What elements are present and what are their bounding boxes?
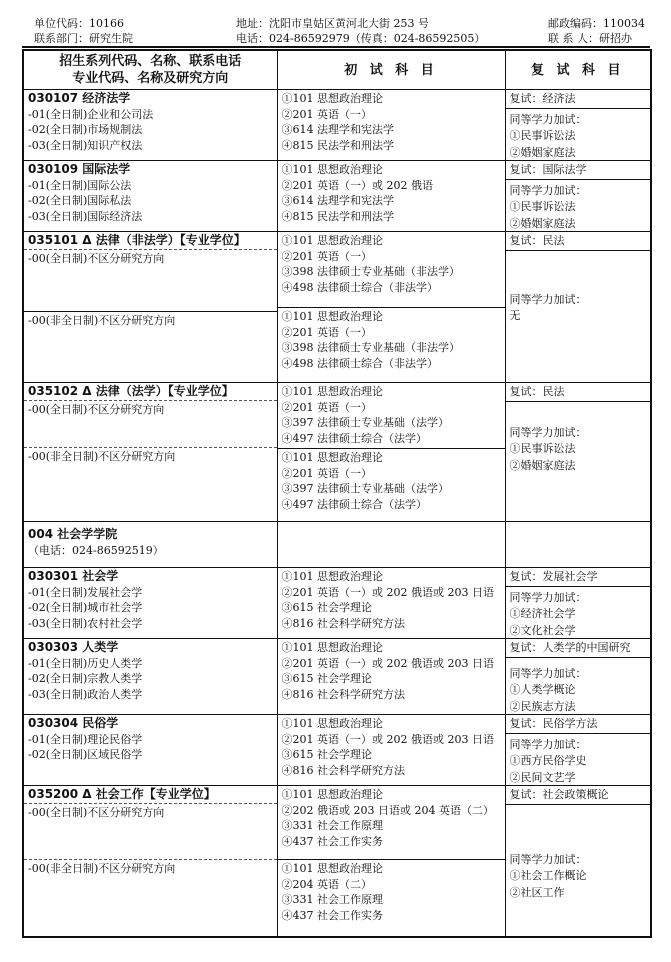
- exam-cell: [277, 715, 505, 786]
- extra-test-label: 同等学力加试：: [509, 292, 587, 306]
- extra-test-subject: ①社会工作概论: [509, 869, 587, 882]
- major-name: 030109 国际法学: [28, 162, 131, 176]
- contact-department: 联系部门：研究生院: [34, 32, 133, 45]
- exam-subject: ③615 社会学理论: [281, 601, 372, 614]
- major-cell: [23, 786, 277, 938]
- school-name: 004 社会学学院: [28, 527, 118, 541]
- exam-subject: ④498 法律硕士综合（非法学）: [281, 356, 438, 370]
- extra-test-subject: ②民间文艺学: [509, 770, 576, 784]
- exam-subject: ③615 社会学理论: [281, 672, 372, 685]
- school-phone: （电话：024-86592519）: [28, 543, 164, 557]
- extra-test-subject: ②婚姻家庭法: [509, 216, 576, 230]
- exam-cell: [277, 90, 505, 161]
- major-cell: [23, 90, 277, 161]
- retest-subject: 复试：经济法: [506, 90, 651, 109]
- exam-subject: ④437 社会工作实务: [281, 908, 383, 922]
- retest-cell: [505, 568, 651, 639]
- exam-cell: [277, 639, 505, 715]
- page-header: [0, 0, 671, 46]
- extra-test-subject: ①经济社会学: [509, 607, 576, 620]
- research-direction: -02(全日制)国际私法: [28, 194, 132, 207]
- research-direction: -01(全日制)历史人类学: [28, 656, 143, 670]
- research-direction: -02(全日制)区域民俗学: [28, 748, 143, 761]
- extra-test-label: 同等学力加试：: [509, 666, 587, 680]
- major-cell: [23, 161, 277, 232]
- research-direction: -03(全日制)国际经济法: [28, 209, 143, 223]
- retest-cell: [505, 639, 651, 715]
- retest-cell: [505, 161, 651, 232]
- exam-subject: ①101 思想政治理论: [281, 163, 383, 176]
- exam-subject: ②201 英语（一）: [281, 466, 372, 480]
- research-direction: -03(全日制)农村社会学: [28, 616, 143, 630]
- exam-subject: ①101 思想政治理论: [281, 310, 383, 323]
- exam-subject: ③614 法理学和宪法学: [281, 123, 394, 136]
- school-row: [23, 522, 651, 568]
- exam-subject: ④497 法律硕士综合（法学）: [281, 431, 427, 445]
- exam-subject: ④815 民法学和刑法学: [281, 138, 394, 152]
- exam-subject: ④497 法律硕士综合（法学）: [281, 497, 427, 511]
- exam-subject: ④815 民法学和刑法学: [281, 209, 394, 223]
- extra-test-subject: ②文化社会学: [509, 623, 576, 637]
- table-row: [23, 786, 651, 938]
- exam-subject: ④816 社会科学研究方法: [281, 687, 405, 701]
- research-direction: -01(全日制)理论民俗学: [28, 732, 143, 746]
- extra-test-subject: ②婚姻家庭法: [509, 458, 576, 472]
- table-row: [23, 568, 651, 639]
- major-name: 035200 Δ 社会工作【专业学位】: [24, 786, 277, 804]
- extra-test-subject: ①西方民俗学史: [509, 754, 587, 767]
- retest-cell: [505, 383, 651, 522]
- retest-subject: 复试：国际法学: [506, 161, 651, 180]
- retest-subject: 复试：民俗学方法: [506, 715, 651, 734]
- table-header-row: [23, 50, 651, 90]
- research-direction: -00(全日制)不区分研究方向: [28, 402, 165, 416]
- school-cell: [23, 522, 277, 568]
- retest-cell: [505, 715, 651, 786]
- exam-subject: ④498 法律硕士综合（非法学）: [281, 280, 438, 294]
- extra-test-subject: ①人类学概论: [509, 683, 576, 696]
- exam-subject: ②201 英语（一）: [281, 107, 372, 121]
- extra-test-subject: ②婚姻家庭法: [509, 145, 576, 159]
- exam-subject: ①101 思想政治理论: [281, 451, 383, 464]
- retest-subject: 复试：人类学的中国研究: [506, 639, 651, 658]
- major-name: 030303 人类学: [28, 640, 119, 654]
- retest-subject: 复试：发展社会学: [506, 568, 651, 587]
- extra-test-subject: ②民族志方法: [509, 699, 576, 713]
- major-name: 030107 经济法学: [28, 91, 131, 105]
- retest-cell: [505, 232, 651, 383]
- major-name: 030301 社会学: [28, 569, 119, 583]
- exam-cell: [277, 568, 505, 639]
- research-direction: -00(全日制)不区分研究方向: [28, 251, 165, 265]
- exam-subject: ②202 俄语或 203 日语或 204 英语（二）: [281, 803, 494, 817]
- exam-subject: ②201 英语（一）: [281, 249, 372, 263]
- major-name: 035101 Δ 法律（非法学）【专业学位】: [24, 232, 277, 250]
- research-direction: -00(非全日制)不区分研究方向: [24, 859, 277, 877]
- extra-test-label: 同等学力加试：: [509, 183, 587, 197]
- retest-subject: 复试：民法: [506, 232, 651, 251]
- major-name: 035102 Δ 法律（法学）【专业学位】: [24, 383, 277, 401]
- exam-subject: ①101 思想政治理论: [281, 385, 383, 398]
- exam-subject: ②201 英语（一）: [281, 325, 372, 339]
- exam-subject: ③331 社会工作原理: [281, 893, 383, 906]
- table-row: [23, 639, 651, 715]
- column-header-retest: 复 试 科 目: [505, 50, 651, 90]
- research-direction: -00(非全日制)不区分研究方向: [24, 311, 277, 329]
- exam-subject: ①101 思想政治理论: [281, 717, 383, 730]
- enrollment-table: [22, 49, 652, 938]
- exam-subject: ②204 英语（二）: [281, 877, 372, 891]
- research-direction: -02(全日制)市场规制法: [28, 123, 143, 136]
- research-direction: -01(全日制)企业和公司法: [28, 107, 154, 121]
- exam-subject: ④816 社会科学研究方法: [281, 763, 405, 777]
- contact-person: 联 系 人：研招办: [548, 32, 632, 45]
- table-row: [23, 161, 651, 232]
- exam-subject: ②201 英语（一）或 202 俄语或 203 日语: [281, 585, 494, 599]
- exam-subject: ①101 思想政治理论: [281, 788, 383, 801]
- exam-subject: ③614 法理学和宪法学: [281, 194, 394, 207]
- table-row: [23, 232, 651, 383]
- major-cell: [23, 639, 277, 715]
- exam-subject: ②201 英语（一）: [281, 400, 372, 414]
- exam-cell: [277, 161, 505, 232]
- exam-cell: [277, 383, 505, 522]
- extra-test-subject: ①民事诉讼法: [509, 442, 576, 455]
- exam-subject: ①101 思想政治理论: [281, 92, 383, 105]
- table-row: [23, 90, 651, 161]
- major-cell: [23, 715, 277, 786]
- research-direction: -03(全日制)知识产权法: [28, 138, 143, 152]
- extra-test-subject: ①民事诉讼法: [509, 129, 576, 142]
- retest-cell: [505, 90, 651, 161]
- table-row: [23, 383, 651, 522]
- address: 地址：沈阳市皇姑区黄河北大街 253 号: [236, 17, 429, 30]
- exam-subject: ④437 社会工作实务: [281, 834, 383, 848]
- extra-test-label: 同等学力加试：: [509, 590, 587, 604]
- phone: 电话：024-86592979（传真：024-86592505）: [236, 32, 486, 45]
- research-direction: -02(全日制)城市社会学: [28, 601, 143, 614]
- unit-code: 单位代码：10166: [34, 17, 124, 30]
- exam-subject: ①101 思想政治理论: [281, 862, 383, 875]
- exam-subject: ③397 法律硕士专业基础（法学）: [281, 482, 449, 495]
- major-cell: [23, 232, 277, 383]
- extra-test-subject: ②社区工作: [509, 885, 565, 899]
- exam-subject: ①101 思想政治理论: [281, 234, 383, 247]
- exam-subject: ③397 法律硕士专业基础（法学）: [281, 416, 449, 429]
- header-rule: [22, 46, 650, 48]
- table-row: [23, 715, 651, 786]
- exam-subject: ④816 社会科学研究方法: [281, 616, 405, 630]
- research-direction: -01(全日制)发展社会学: [28, 585, 143, 599]
- research-direction: -01(全日制)国际公法: [28, 178, 132, 192]
- extra-test-label: 同等学力加试：: [509, 112, 587, 126]
- major-cell: [23, 568, 277, 639]
- exam-subject: ③331 社会工作原理: [281, 819, 383, 832]
- major-name: 030304 民俗学: [28, 716, 119, 730]
- retest-subject: 复试：民法: [506, 383, 651, 402]
- exam-cell: [277, 232, 505, 383]
- exam-subject: ②201 英语（一）或 202 俄语或 203 日语: [281, 732, 494, 746]
- research-direction: -03(全日制)政治人类学: [28, 687, 143, 701]
- extra-test-label: 同等学力加试：: [509, 737, 587, 751]
- exam-subject: ②201 英语（一）或 202 俄语: [281, 178, 433, 192]
- research-direction: -00(非全日制)不区分研究方向: [24, 447, 277, 465]
- exam-subject: ③398 法律硕士专业基础（非法学）: [281, 265, 460, 278]
- major-cell: [23, 383, 277, 522]
- research-direction: -02(全日制)宗教人类学: [28, 672, 143, 685]
- extra-test-subject: ①民事诉讼法: [509, 200, 576, 213]
- exam-subject: ②201 英语（一）或 202 俄语或 203 日语: [281, 656, 494, 670]
- extra-test-subject: 无: [509, 309, 521, 322]
- column-header-major: 招生系列代码、名称、联系电话 专业代码、名称及研究方向: [23, 50, 277, 90]
- extra-test-label: 同等学力加试：: [509, 425, 587, 439]
- extra-test-label: 同等学力加试：: [509, 852, 587, 866]
- exam-subject: ③615 社会学理论: [281, 748, 372, 761]
- postal-code: 邮政编码：110034: [548, 17, 645, 30]
- exam-subject: ①101 思想政治理论: [281, 641, 383, 654]
- exam-subject: ③398 法律硕士专业基础（非法学）: [281, 341, 460, 354]
- exam-cell: [277, 786, 505, 938]
- column-header-initial-exam: 初 试 科 目: [277, 50, 505, 90]
- retest-subject: 复试：社会政策概论: [506, 786, 651, 805]
- exam-subject: ①101 思想政治理论: [281, 570, 383, 583]
- research-direction: -00(全日制)不区分研究方向: [28, 805, 165, 819]
- retest-cell: [505, 786, 651, 938]
